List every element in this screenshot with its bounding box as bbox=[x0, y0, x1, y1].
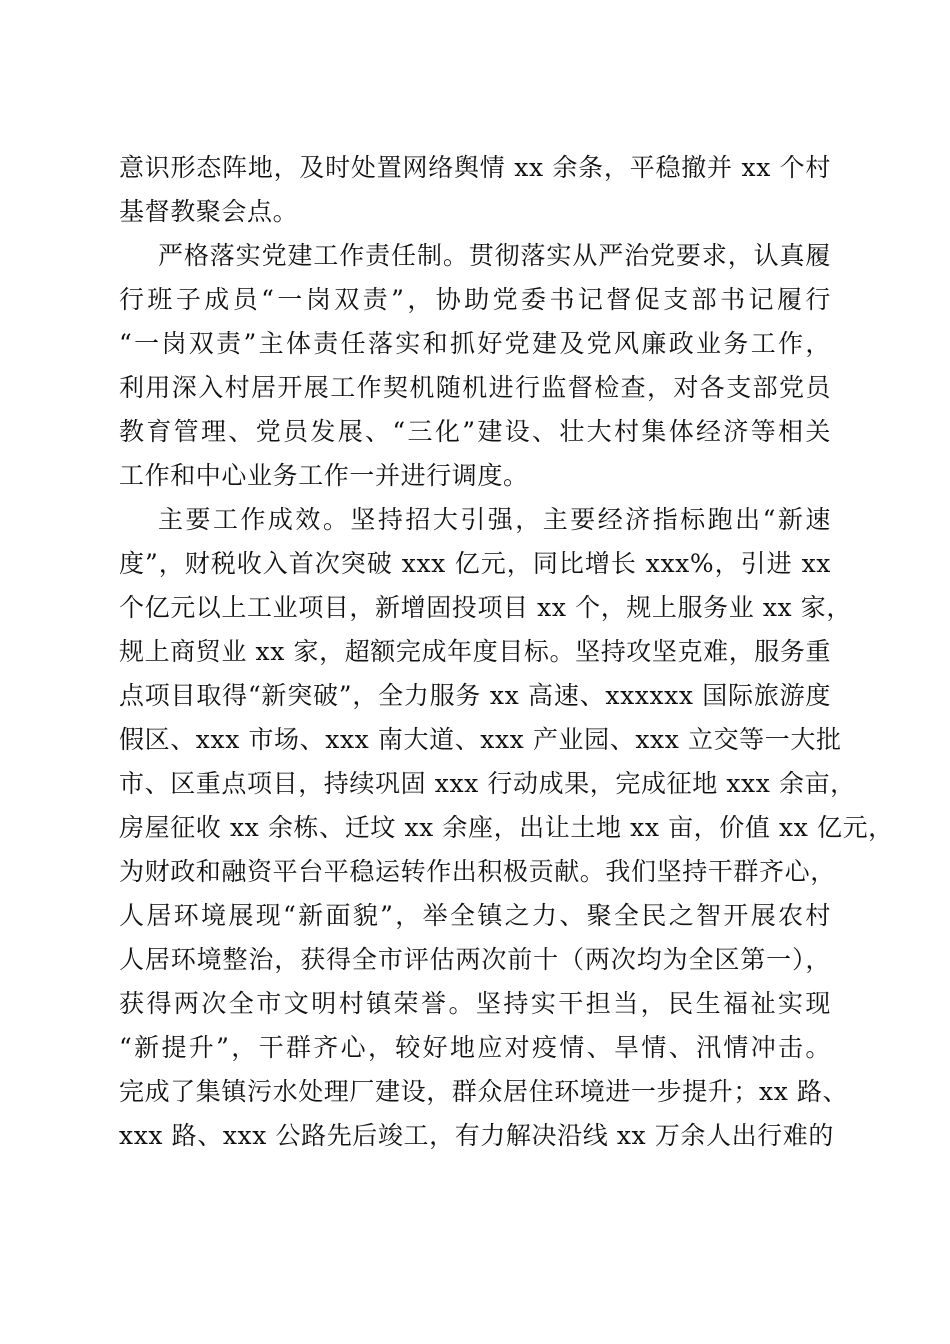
text-line: 行班子成员“一岗双责”，协助党委书记督促支部书记履行 bbox=[119, 285, 831, 314]
text-line: 利用深入村居开展工作契机随机进行监督检查，对各支部党员 bbox=[119, 373, 831, 402]
text-line: 市、区重点项目，持续巩固 xxx 行动成果，完成征地 xxx 余亩， bbox=[119, 769, 856, 798]
text-line: 工作和中心业务工作一并进行调度。 bbox=[119, 461, 529, 490]
text-line: 度”，财税收入首次突破 xxx 亿元，同比增长 xxx%，引进 xx bbox=[119, 549, 831, 578]
text-line: 完成了集镇污水处理厂建设，群众居住环境进一步提升；xx 路、 bbox=[119, 1077, 849, 1106]
text-line: 规上商贸业 xx 家，超额完成年度目标。坚持攻坚克难，服务重 bbox=[119, 637, 832, 666]
text-line: 意识形态阵地，及时处置网络舆情 xx 余条，平稳撤并 xx 个村 bbox=[119, 153, 831, 182]
text-line: 为财政和融资平台平稳运转作出积极贡献。我们坚持干群齐心， bbox=[119, 857, 836, 886]
text-line: 获得两次全市文明村镇荣誉。坚持实干担当，民生福祉实现 bbox=[119, 989, 831, 1018]
text-line: 人居环境整治，获得全市评估两次前十（两次均为全区第一）， bbox=[119, 945, 831, 974]
text-line: 假区、xxx 市场、xxx 南大道、xxx 产业园、xxx 立交等一大批 bbox=[119, 725, 842, 754]
text-line: 基督教聚会点。 bbox=[119, 197, 299, 226]
paragraph-first-line: 严格落实党建工作责任制。贯彻落实从严治党要求，认真履 bbox=[158, 241, 831, 270]
text-line: 人居环境展现“新面貌”，举全镇之力、聚全民之智开展农村 bbox=[119, 901, 831, 930]
text-line: 教育管理、党员发展、“三化”建设、壮大村集体经济等相关 bbox=[119, 417, 831, 446]
text-line: xxx 路、xxx 公路先后竣工，有力解决沿线 xx 万余人出行难的 bbox=[119, 1121, 834, 1150]
text-line: 个亿元以上工业项目，新增固投项目 xx 个，规上服务业 xx 家， bbox=[119, 593, 852, 622]
text-line: “一岗双责”主体责任落实和抓好党建及党风廉政业务工作， bbox=[119, 329, 831, 358]
text-line: 房屋征收 xx 余栋、迁坟 xx 余座，出让土地 xx 亩，价值 xx 亿元， bbox=[119, 813, 894, 842]
text-line: “新提升”，干群齐心，较好地应对疫情、旱情、汛情冲击。 bbox=[119, 1033, 831, 1062]
text-line: 点项目取得“新突破”，全力服务 xx 高速、xxxxxx 国际旅游度 bbox=[119, 681, 831, 710]
paragraph-first-line: 主要工作成效。坚持招大引强，主要经济指标跑出“新速 bbox=[158, 505, 831, 534]
